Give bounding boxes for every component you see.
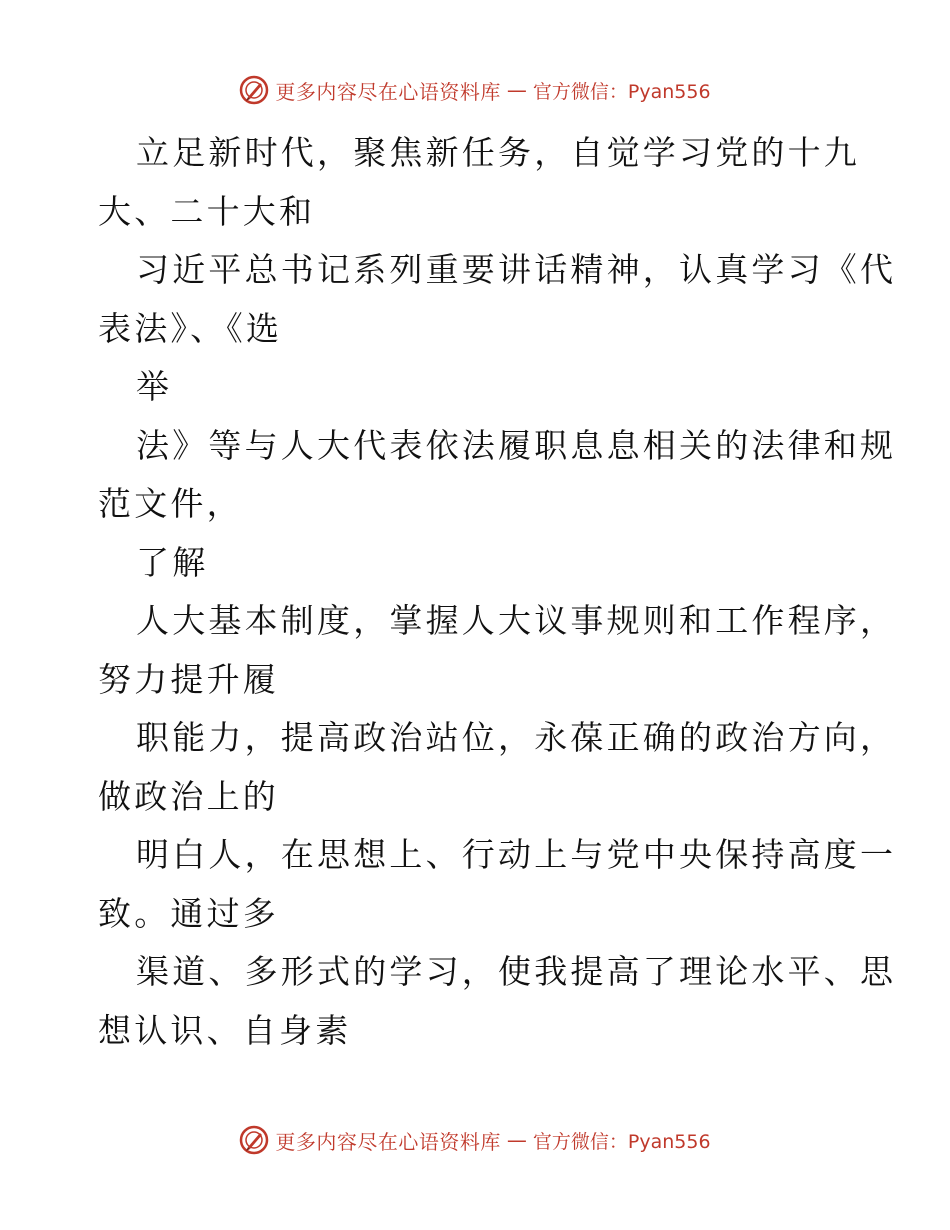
text-line: 职能力，提高政治站位，永葆正确的政治方向，: [136, 718, 897, 757]
text-line: 致。通过多: [98, 893, 279, 933]
text-line: 人大基本制度，掌握人大议事规则和工作程序，: [136, 601, 897, 640]
header-banner: [0, 72, 950, 108]
text-line: 习近平总书记系列重要讲话精神，认真学习《代: [136, 250, 897, 289]
text-line: 做政治上的: [98, 776, 279, 816]
banner-separator: —: [506, 78, 527, 102]
text-line: 努力提升履: [98, 659, 279, 699]
text-line: 法》等与人大代表依法履职息息相关的法律和规: [136, 425, 897, 465]
banner-title: 更多内容尽在心语资料库: [275, 1129, 501, 1154]
text-line: 大、二十大和: [98, 191, 316, 231]
pen-logo-icon: [239, 75, 269, 105]
banner-wechat: 官方微信：Pyan556: [532, 1130, 711, 1153]
pen-logo-icon: [239, 1125, 269, 1155]
document-body: [98, 124, 897, 1060]
banner-title: 更多内容尽在心语资料库: [275, 79, 501, 104]
text-line: 想认识、自身素: [98, 1010, 352, 1050]
text-line: 渠道、多形式的学习，使我提高了理论水平、思: [136, 952, 897, 991]
text-line: 了解: [136, 542, 209, 582]
footer-banner: [0, 1122, 950, 1158]
banner-separator: —: [506, 1128, 527, 1152]
banner-wechat: 官方微信：Pyan556: [532, 80, 711, 103]
text-line: 立足新时代，聚焦新任务，自觉学习党的十九: [136, 133, 860, 172]
text-line: 表法》、《选: [98, 308, 283, 348]
text-line: 范文件，: [98, 484, 243, 523]
text-line: 举: [136, 367, 173, 406]
text-line: 明白人，在思想上、行动上与党中央保持高度一: [136, 835, 897, 874]
